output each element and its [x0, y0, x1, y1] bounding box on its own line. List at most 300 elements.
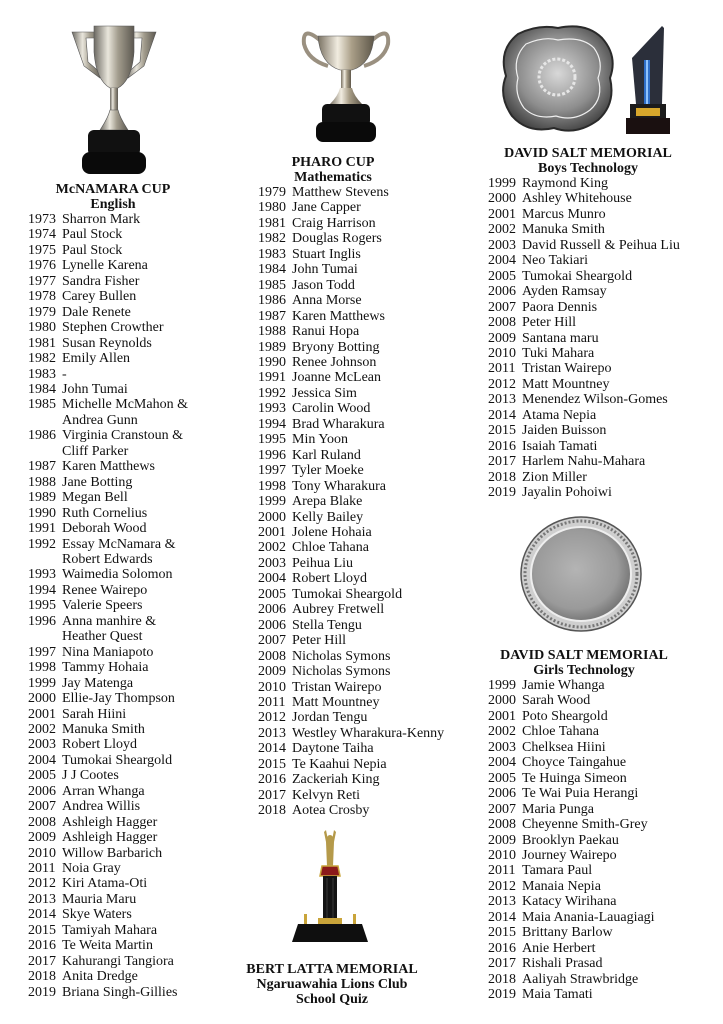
- award-title: McNAMARA CUP: [55, 182, 171, 197]
- winner-name: Jane Capper: [292, 200, 361, 216]
- winner-entry: [488, 423, 718, 438]
- winner-year: 2013: [488, 392, 516, 408]
- winner-name: Matt Mountney: [292, 694, 380, 710]
- winner-year: 2010: [488, 847, 516, 863]
- winner-year: 2006: [488, 786, 516, 802]
- winner-entry: [488, 176, 718, 191]
- winner-year: 2012: [28, 876, 56, 892]
- winner-entry: [258, 355, 468, 370]
- winner-year: 2012: [258, 710, 286, 726]
- winner-name: Carolin Wood: [292, 401, 371, 417]
- winner-entry: [28, 614, 228, 645]
- winner-entry: [258, 556, 468, 571]
- winner-year: 2013: [488, 894, 516, 910]
- winner-name: Brad Wharakura: [292, 416, 385, 432]
- winner-year: 2019: [488, 485, 516, 501]
- winner-entry: [28, 367, 228, 382]
- winner-year: 2002: [488, 724, 516, 740]
- winner-entry: [488, 439, 718, 454]
- winner-year: 1998: [258, 478, 286, 494]
- winner-year: 1996: [258, 447, 286, 463]
- winner-entry: [258, 324, 468, 339]
- winner-entry: [488, 485, 718, 500]
- winner-entry: [28, 243, 228, 258]
- winner-entry: [28, 660, 228, 675]
- winner-year: 1987: [258, 308, 286, 324]
- winner-name: Tristan Wairepo: [292, 679, 382, 695]
- winner-year: 1995: [28, 598, 56, 614]
- winner-entry: [258, 278, 468, 293]
- winner-year: 2015: [258, 756, 286, 772]
- winner-entry: [258, 772, 468, 787]
- winner-entry: [258, 309, 468, 324]
- david-salt-boys-glass-trophy-image: [622, 24, 674, 136]
- winner-entry: [28, 923, 228, 938]
- winner-name: Jolene Hohaia: [292, 524, 372, 540]
- winner-year: 2001: [258, 524, 286, 540]
- winner-entry: [28, 475, 228, 490]
- winner-name: Virginia Cranstoun &: [62, 428, 184, 444]
- winner-entry: [258, 664, 468, 679]
- winner-name: Harlem Nahu-Mahara: [522, 454, 646, 470]
- pharo-cup-section: [258, 155, 468, 819]
- winner-year: 1999: [488, 678, 516, 693]
- winner-year: 2006: [258, 617, 286, 633]
- winner-year: 1987: [28, 459, 56, 475]
- winner-name: Jason Todd: [292, 277, 355, 293]
- winner-year: 1978: [28, 289, 56, 305]
- winner-entry: [258, 710, 468, 725]
- winner-year: 2015: [488, 423, 516, 439]
- winner-name: Chelksea Hiini: [522, 739, 606, 755]
- winner-year: 2014: [488, 909, 516, 925]
- winner-name: Renee Wairepo: [62, 582, 148, 598]
- winner-name: Aotea Crosby: [292, 803, 370, 819]
- winner-year: 2014: [28, 907, 56, 923]
- winner-name: Mauria Maru: [62, 891, 137, 907]
- award-title: PHARO CUP: [291, 155, 375, 170]
- winner-name: Chloe Tahana: [292, 540, 369, 556]
- winner-name: Tammy Hohaia: [62, 660, 149, 676]
- winner-entry: [258, 247, 468, 262]
- winner-name: Nina Maniapoto: [62, 644, 154, 660]
- winner-year: 1990: [258, 354, 286, 370]
- david-salt-girls-section: [488, 648, 718, 1003]
- winner-entry: [258, 618, 468, 633]
- winner-name: Te Kaahui Nepia: [292, 756, 387, 772]
- winner-name: Zion Miller: [522, 469, 587, 485]
- winner-name: Craig Harrison: [292, 215, 376, 231]
- winner-entry: [28, 768, 228, 783]
- winner-year: 2007: [488, 299, 516, 315]
- winner-entry: [488, 786, 718, 801]
- winner-entry: [488, 300, 718, 315]
- winner-year: 1998: [28, 660, 56, 676]
- winner-year: 2019: [28, 984, 56, 1000]
- award-subtitle: School Quiz: [296, 992, 368, 1007]
- winner-year: 1991: [28, 521, 56, 537]
- winner-entry: [258, 386, 468, 401]
- winner-year: 2009: [488, 330, 516, 346]
- winner-name: Stuart Inglis: [292, 246, 361, 262]
- winner-entry: [488, 879, 718, 894]
- winner-name: Andrea Willis: [62, 799, 141, 815]
- winner-year: 1991: [258, 370, 286, 386]
- winner-entry: [488, 191, 718, 206]
- winner-entry: [488, 315, 718, 330]
- winner-name: Sharron Mark: [62, 212, 141, 227]
- winner-name: Anita Dredge: [62, 969, 138, 985]
- winner-entry: [28, 537, 228, 568]
- winner-year: 2009: [258, 664, 286, 680]
- winner-name: Maria Punga: [522, 801, 594, 817]
- winner-entry: [258, 602, 468, 617]
- winner-entry: [28, 382, 228, 397]
- winner-name: Chloe Tahana: [522, 724, 599, 740]
- winner-name: Lynelle Karena: [62, 258, 148, 274]
- winner-entry: [488, 833, 718, 848]
- winner-year: 2004: [258, 571, 286, 587]
- winner-name: Arepa Blake: [292, 494, 363, 510]
- winner-year: 2000: [28, 691, 56, 707]
- winner-name: Anna manhire &: [62, 613, 157, 629]
- winner-year: 2002: [258, 540, 286, 556]
- winner-entry: [28, 846, 228, 861]
- winner-name: Carey Bullen: [62, 289, 137, 305]
- winner-year: 1985: [258, 277, 286, 293]
- winner-year: 2013: [28, 891, 56, 907]
- winner-name: David Russell & Peihua Liu: [522, 237, 680, 253]
- winner-year: 2003: [258, 555, 286, 571]
- mcnamara-cup-trophy-image: [64, 22, 164, 176]
- winner-entry: [28, 459, 228, 474]
- winner-name: Nicholas Symons: [292, 664, 391, 680]
- winner-year: 2006: [488, 284, 516, 300]
- winner-year: 1992: [28, 536, 56, 552]
- winner-name: Tumokai Sheargold: [522, 268, 633, 284]
- winner-entry: [488, 941, 718, 956]
- winner-name: Karen Matthews: [292, 308, 385, 324]
- winner-entry: [488, 724, 718, 739]
- winner-name: Te Wai Puia Herangi: [522, 786, 639, 802]
- winner-year: 2007: [258, 633, 286, 649]
- winner-year: 1983: [258, 246, 286, 262]
- winner-entry: [28, 397, 228, 428]
- winner-year: 2005: [28, 768, 56, 784]
- winner-year: 1995: [258, 432, 286, 448]
- award-title: DAVID SALT MEMORIAL: [500, 648, 668, 663]
- winner-entry: [28, 830, 228, 845]
- winner-year: 2011: [258, 694, 286, 710]
- winner-entry: [488, 740, 718, 755]
- award-title: DAVID SALT MEMORIAL: [504, 146, 672, 161]
- award-subtitle: Boys Technology: [538, 161, 638, 176]
- winner-name: Stella Tengu: [292, 617, 362, 633]
- winner-year: 1973: [28, 212, 56, 227]
- winner-entry: [488, 361, 718, 376]
- winner-name: Te Weita Martin: [62, 938, 153, 954]
- winner-year: 2007: [28, 799, 56, 815]
- winner-year: 2016: [488, 438, 516, 454]
- winner-entry: [258, 293, 468, 308]
- winner-entry: [28, 876, 228, 891]
- winner-entry: [258, 231, 468, 246]
- winner-entry: [28, 336, 228, 351]
- david-salt-boys-section: [488, 146, 718, 501]
- winner-year: 1977: [28, 273, 56, 289]
- winner-entry: [488, 956, 718, 971]
- winner-year: 2004: [488, 253, 516, 269]
- winner-entry: [258, 479, 468, 494]
- winner-year: 2017: [258, 787, 286, 803]
- award-subtitle: English: [90, 197, 136, 212]
- winner-name: Paul Stock: [62, 242, 123, 258]
- winner-entry: [488, 709, 718, 724]
- winner-year: 2004: [488, 755, 516, 771]
- winner-year: 2009: [488, 832, 516, 848]
- winner-name: Nicholas Symons: [292, 648, 391, 664]
- winner-name-continued: Andrea Gunn: [62, 412, 138, 428]
- winner-year: 2017: [488, 454, 516, 470]
- winner-entry: [28, 985, 228, 1000]
- winner-entry: [28, 598, 228, 613]
- david-salt-girls-platter-image: [520, 515, 642, 633]
- winner-year: 2015: [28, 922, 56, 938]
- winner-entry: [488, 222, 718, 237]
- winner-name: Karen Matthews: [62, 459, 155, 475]
- winner-entry: [258, 587, 468, 602]
- winner-entry: [28, 969, 228, 984]
- winner-year: 1985: [28, 397, 56, 413]
- winner-name: Sandra Fisher: [62, 273, 140, 289]
- winner-name: Jane Botting: [62, 474, 133, 490]
- winner-year: 2010: [488, 345, 516, 361]
- winner-name: Ashleigh Hagger: [62, 830, 158, 846]
- winner-year: 2003: [488, 237, 516, 253]
- winner-name-continued: Robert Edwards: [62, 551, 153, 567]
- winner-name: Atama Nepia: [522, 407, 597, 423]
- winner-name-continued: Heather Quest: [62, 629, 143, 645]
- winner-entry: [28, 274, 228, 289]
- winner-year: 1979: [258, 185, 286, 200]
- winner-year: 2002: [28, 721, 56, 737]
- winner-name: Ellie-Jay Thompson: [62, 691, 175, 707]
- winner-name: Aubrey Fretwell: [292, 602, 385, 618]
- winner-name: Matthew Stevens: [292, 185, 389, 200]
- winner-entry: [28, 784, 228, 799]
- winner-entry: [488, 207, 718, 222]
- winner-year: 2000: [258, 509, 286, 525]
- winner-year: 2011: [488, 361, 516, 377]
- winner-name: Dale Renete: [62, 304, 131, 320]
- winner-entry: [28, 707, 228, 722]
- winner-name: Robert Lloyd: [292, 571, 368, 587]
- winner-entry: [488, 848, 718, 863]
- winner-year: 1980: [258, 200, 286, 216]
- winner-entry: [488, 470, 718, 485]
- winner-year: 1988: [28, 474, 56, 490]
- winner-entry: [28, 521, 228, 536]
- winner-entry: [258, 649, 468, 664]
- winner-name: Emily Allen: [62, 351, 131, 367]
- winner-name: Jay Matenga: [62, 675, 134, 691]
- winner-name: Karl Ruland: [292, 447, 361, 463]
- winner-year: 2000: [488, 191, 516, 207]
- winner-year: 1986: [258, 293, 286, 309]
- winner-entry: [258, 695, 468, 710]
- david-salt-boys-tray-image: [498, 22, 616, 134]
- winner-year: 2006: [28, 783, 56, 799]
- winner-name: Te Huinga Simeon: [522, 770, 627, 786]
- winner-name: Maia Tamati: [522, 987, 593, 1003]
- winner-name: Anie Herbert: [522, 940, 596, 956]
- winner-name: Sarah Wood: [522, 693, 591, 709]
- winner-name: Essay McNamara &: [62, 536, 176, 552]
- winner-entry: [488, 284, 718, 299]
- winner-name: John Tumai: [292, 262, 358, 278]
- winner-entry: [258, 340, 468, 355]
- winner-name: Journey Wairepo: [522, 847, 617, 863]
- winner-year: 2019: [488, 987, 516, 1003]
- winner-name: Arran Whanga: [62, 783, 145, 799]
- winner-name: John Tumai: [62, 381, 128, 397]
- winner-name: Rishali Prasad: [522, 956, 603, 972]
- winner-year: 1983: [28, 366, 56, 382]
- winner-entry: [258, 200, 468, 215]
- winner-year: 2016: [28, 938, 56, 954]
- winner-name: Poto Sheargold: [522, 708, 608, 724]
- winner-name: Deborah Wood: [62, 521, 147, 537]
- winner-name: Matt Mountney: [522, 376, 610, 392]
- winner-name: Bryony Botting: [292, 339, 380, 355]
- winner-year: 2005: [488, 268, 516, 284]
- winner-entry: [258, 185, 468, 200]
- winner-year: 2010: [258, 679, 286, 695]
- winner-name: Manuka Smith: [62, 721, 145, 737]
- winners-list: [488, 678, 718, 1003]
- winner-year: 2001: [28, 706, 56, 722]
- winner-year: 1975: [28, 242, 56, 258]
- winner-name: Peter Hill: [292, 633, 347, 649]
- winner-entry: [488, 925, 718, 940]
- winner-entry: [258, 216, 468, 231]
- winner-year: 1994: [258, 416, 286, 432]
- winner-entry: [28, 676, 228, 691]
- winner-name: Katacy Wirihana: [522, 894, 617, 910]
- winner-entry: [258, 525, 468, 540]
- winner-entry: [258, 494, 468, 509]
- award-subtitle: Ngaruawahia Lions Club: [256, 977, 408, 992]
- award-subtitle: Girls Technology: [533, 663, 635, 678]
- winner-year: 2008: [488, 315, 516, 331]
- winner-year: 2017: [28, 953, 56, 969]
- winner-name: Tony Wharakura: [292, 478, 387, 494]
- winner-name: Douglas Rogers: [292, 231, 382, 247]
- winner-entry: [28, 289, 228, 304]
- winner-year: 2014: [258, 741, 286, 757]
- winner-entry: [488, 910, 718, 925]
- winner-year: 1996: [28, 613, 56, 629]
- winner-name-continued: Cliff Parker: [62, 443, 129, 459]
- winner-entry: [258, 757, 468, 772]
- winner-entry: [28, 722, 228, 737]
- winner-year: 2018: [258, 803, 286, 819]
- winner-entry: [258, 726, 468, 741]
- winner-name: Jayalin Pohoiwi: [522, 485, 612, 501]
- winner-entry: [488, 408, 718, 423]
- winner-entry: [28, 212, 228, 227]
- winner-name: Anna Morse: [292, 293, 362, 309]
- award-title: BERT LATTA MEMORIAL: [246, 962, 418, 977]
- winner-name: Kelvyn Reti: [292, 787, 361, 803]
- winner-name: Waimedia Solomon: [62, 567, 173, 583]
- winner-year: 2008: [258, 648, 286, 664]
- winner-name: Maia Anania-Lauagiagi: [522, 909, 655, 925]
- winner-entry: [488, 802, 718, 817]
- winner-year: 1993: [258, 401, 286, 417]
- winner-year: 2010: [28, 845, 56, 861]
- winner-year: 2003: [28, 737, 56, 753]
- winner-name: Raymond King: [522, 176, 608, 191]
- bert-latta-trophy-image: [290, 826, 370, 946]
- winner-entry: [258, 680, 468, 695]
- winner-year: 1984: [28, 381, 56, 397]
- winner-year: 2001: [488, 708, 516, 724]
- winner-year: 1988: [258, 324, 286, 340]
- winner-year: 2018: [488, 469, 516, 485]
- winner-name: Michelle McMahon &: [62, 397, 188, 413]
- winner-entry: [28, 567, 228, 582]
- winner-name: Noia Gray: [62, 861, 121, 877]
- winner-name: Jamie Whanga: [522, 678, 605, 693]
- winner-entry: [28, 815, 228, 830]
- winner-year: 2000: [488, 693, 516, 709]
- winner-year: 1994: [28, 582, 56, 598]
- winner-name: Kiri Atama-Oti: [62, 876, 148, 892]
- winner-year: 1999: [28, 675, 56, 691]
- winner-year: 2013: [258, 725, 286, 741]
- winner-year: 2014: [488, 407, 516, 423]
- winner-entry: [488, 678, 718, 693]
- winner-name: Paora Dennis: [522, 299, 598, 315]
- winner-entry: [488, 392, 718, 407]
- winner-year: 1982: [258, 231, 286, 247]
- winner-entry: [488, 771, 718, 786]
- winner-name: Willow Barbarich: [62, 845, 163, 861]
- winner-entry: [28, 351, 228, 366]
- winner-name: Brooklyn Paekau: [522, 832, 619, 848]
- winner-entry: [488, 346, 718, 361]
- winner-name: Joanne McLean: [292, 370, 382, 386]
- winner-entry: [488, 755, 718, 770]
- winner-name: Neo Takiari: [522, 253, 589, 269]
- winner-year: 2018: [28, 969, 56, 985]
- winner-name: Ashley Whitehouse: [522, 191, 632, 207]
- winner-entry: [488, 987, 718, 1002]
- award-subtitle: Mathematics: [294, 170, 372, 185]
- winner-entry: [28, 305, 228, 320]
- winner-name: Kahurangi Tangiora: [62, 953, 174, 969]
- winner-year: 1976: [28, 258, 56, 274]
- winner-year: 1984: [258, 262, 286, 278]
- winner-entry: [488, 972, 718, 987]
- winner-name: Susan Reynolds: [62, 335, 152, 351]
- winner-year: 2003: [488, 739, 516, 755]
- winner-year: 2007: [488, 801, 516, 817]
- winner-name: J J Cootes: [62, 768, 119, 784]
- winner-name: Ashleigh Hagger: [62, 814, 158, 830]
- winner-year: 1999: [488, 176, 516, 191]
